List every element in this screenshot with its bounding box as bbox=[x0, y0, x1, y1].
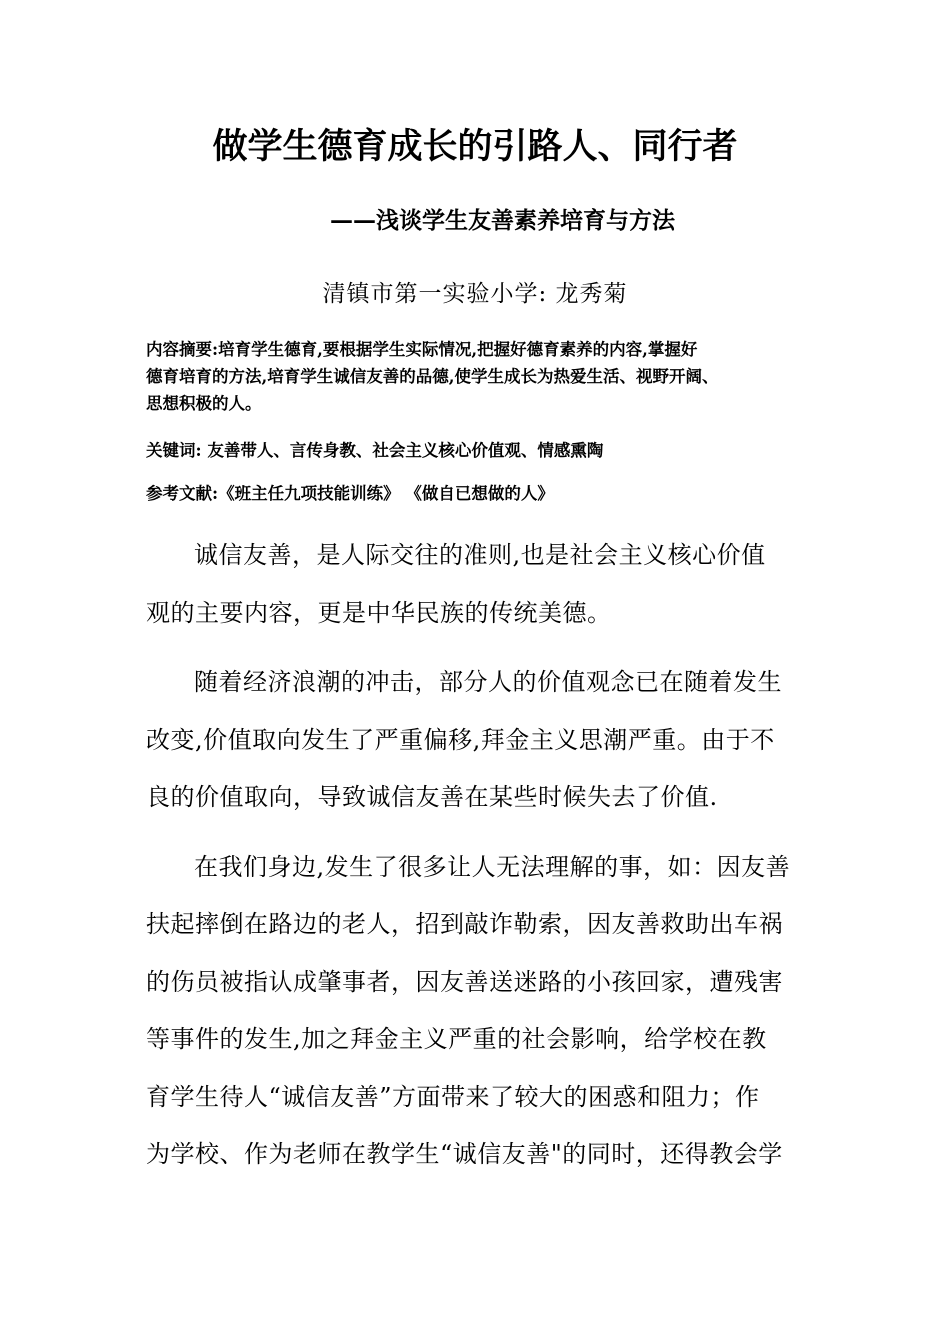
paragraph-line: 良的价值取向，导致诚信友善在某些时候失去了价值. bbox=[146, 783, 718, 811]
abstract-line: 德育培育的方法,培育学生诚信友善的品德,使学生成长为热爱生活、视野开阔、 bbox=[146, 367, 719, 386]
keywords-block bbox=[146, 437, 810, 464]
paragraph-line: 育学生待人“诚信友善”方面带来了较大的困惑和阻力；作 bbox=[146, 1082, 760, 1111]
references-block bbox=[146, 480, 810, 507]
paragraph-line: 为学校、作为老师在教学生“诚信友善"的同时，还得教会学 bbox=[146, 1140, 783, 1168]
author-separator: : bbox=[538, 281, 548, 307]
paragraph-2 bbox=[146, 654, 810, 827]
paragraph-line: 的伤员被指认成肇事者，因友善送迷路的小孩回家，遭残害 bbox=[146, 967, 783, 996]
paragraph-line: 扶起摔倒在路边的老人，招到敲诈勒索，因友善救助出车祸 bbox=[146, 910, 783, 938]
author-line bbox=[0, 277, 950, 311]
author-name: 龙秀菊 bbox=[555, 281, 628, 307]
author-school: 清镇市第一实验小学 bbox=[322, 281, 539, 307]
paragraph-3 bbox=[146, 839, 810, 1184]
document-subtitle: ——浅谈学生友善素养培育与方法 bbox=[330, 207, 675, 234]
paragraph-line: 随着经济浪潮的冲击，部分人的价值观念已在随着发生 bbox=[194, 668, 782, 696]
abstract-block bbox=[146, 336, 810, 417]
abstract-line: 培育学生德育,要根据学生实际情况,把握好德育素养的内容,掌握好 bbox=[218, 340, 698, 359]
paragraph-line: 观的主要内容，更是中华民族的传统美德。 bbox=[146, 598, 612, 627]
keywords-label: 关键词: bbox=[146, 441, 202, 460]
body-text bbox=[146, 527, 810, 1196]
references-text: 《班主任九项技能训练》 《做自已想做的人》 bbox=[218, 484, 554, 503]
paragraph-line: 改变,价值取向发生了严重偏移,拜金主义思潮严重。由于不 bbox=[146, 725, 775, 754]
references-label: 参考文献: bbox=[146, 484, 219, 503]
paragraph-line: 在我们身边,发生了很多让人无法理解的事，如：因友善 bbox=[194, 852, 791, 881]
paragraph-line: 等事件的发生,加之拜金主义严重的社会影响，给学校在教 bbox=[146, 1025, 767, 1053]
abstract-line: 思想积极的人。 bbox=[146, 394, 262, 413]
paragraph-line: 诚信友善，是人际交往的准则,也是社会主义核心价值 bbox=[194, 541, 766, 569]
document-title: 做学生德育成长的引路人、同行者 bbox=[212, 126, 738, 167]
keywords-text: 友善带人、言传身教、社会主义核心价值观、情感熏陶 bbox=[207, 441, 604, 460]
abstract-label: 内容摘要: bbox=[146, 340, 219, 359]
paragraph-1 bbox=[146, 527, 810, 642]
